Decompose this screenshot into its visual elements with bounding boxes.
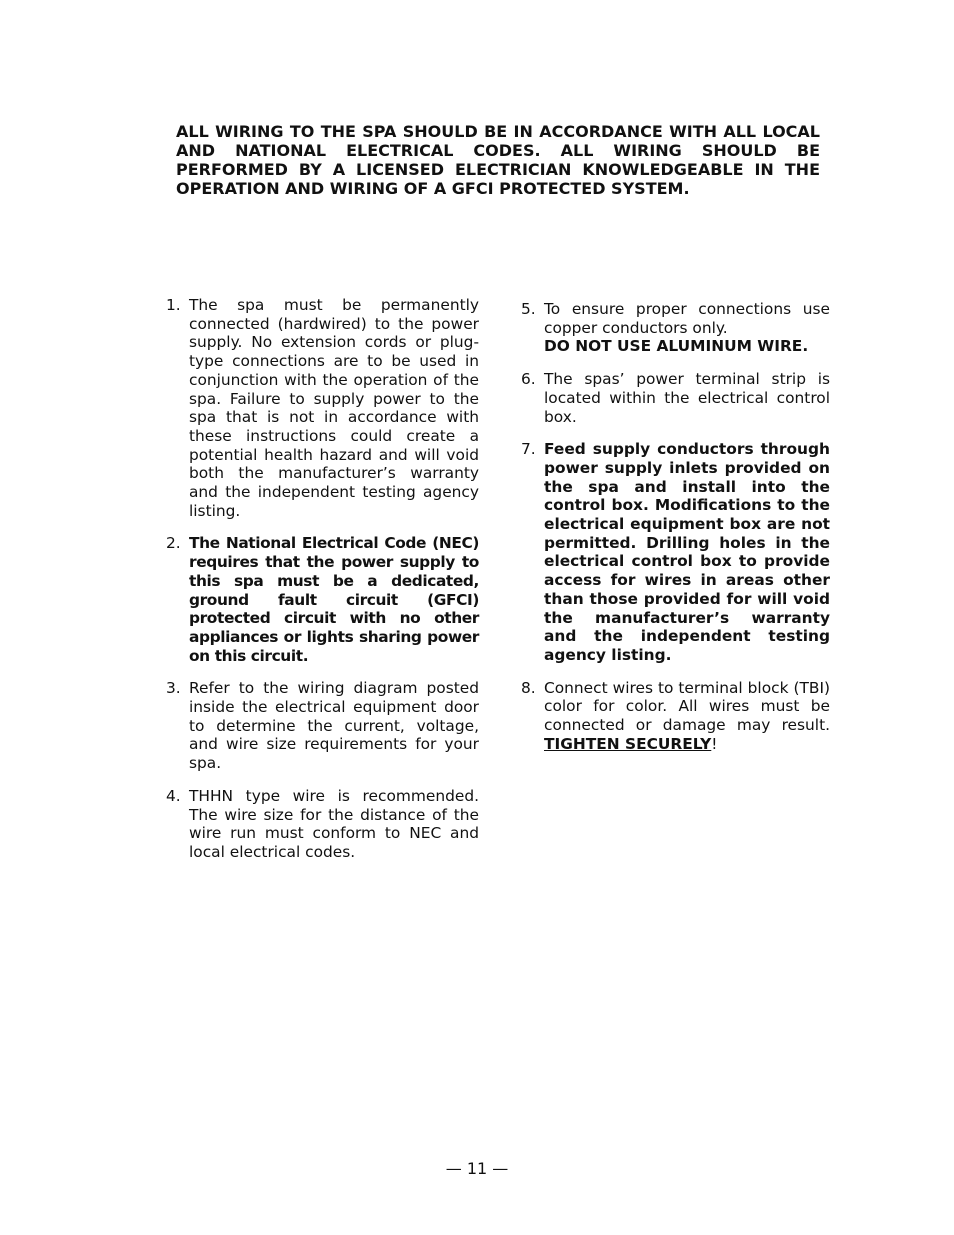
list-item [166,296,479,520]
item-text: To ensure proper connections use copper conductors only. [544,300,830,337]
item-text: Connect wires to terminal block (TBI) color for color. All wires must be connected or damage may result. [544,678,830,735]
item-suffix: ! [711,734,718,753]
item-number: 3. [166,679,181,698]
item-text: Feed supply conductors through power supply inlets provided on the spa and install into the control box. Modifications to the electrical equipment box are not permitted. Drilling holes in the electrical control box to provide access for wires in areas other than those provided for will void the manufacturer’s warranty and the independent testing agency listing. [544,440,830,664]
item-text: The spa must be permanently connected (hardwired) to the power supply. No extension cords or plug-type connections are to be used in conjunction with the operation of the spa. Failure to supply power to the spa that is not in accordance with these instructions could create a potential health hazard and will void both the manufacturer’s warranty and the independent testing agency listing. [189,296,479,520]
list-item [521,370,830,426]
page-number: — 11 — [445,1159,509,1178]
item-text: Refer to the wiring diagram posted inside the electrical equipment door to determine the current, voltage, and wire size requirements for your spa. [189,679,479,773]
item-number: 2. [166,534,181,553]
list-item [521,440,830,664]
item-number: 7. [521,440,536,459]
instructions-right-column [521,300,830,767]
item-body [544,300,830,356]
item-number: 5. [521,300,536,318]
item-number: 4. [166,786,181,805]
list-item [521,300,830,356]
list-item [166,679,479,773]
list-item [521,679,830,754]
item-emphasis: TIGHTEN SECURELY [544,734,712,753]
wiring-warning: ALL WIRING TO THE SPA SHOULD BE IN ACCORDANCE WITH ALL LOCAL AND NATIONAL ELECTRICAL CODES. ALL WIRING SHOULD BE PERFORMED BY A LICENSED ELECTRICIAN KNOWLEDGEABLE IN THE OPERATION AND WIRING OF A GFCI PROTECTED SYSTEM. [176,122,820,198]
list-item [166,787,479,862]
list-item [166,534,479,665]
item-number: 1. [166,296,181,314]
instructions-left-column [166,296,479,876]
item-text: THHN type wire is recommended. The wire size for the distance of the wire run must conform to NEC and local electrical codes. [189,786,479,861]
item-text: The National Electrical Code (NEC) requires that the power supply to this spa must be a dedicated, ground fault circuit (GFCI) protected circuit with no other appliances or lights sharing power on this circuit. [189,534,479,665]
item-number: 6. [521,370,536,389]
item-number: 8. [521,678,536,697]
item-body [544,679,830,754]
item-text: The spas’ power terminal strip is located within the electrical control box. [544,370,830,426]
item-emphasis: DO NOT USE ALUMINUM WIRE. [544,337,809,356]
